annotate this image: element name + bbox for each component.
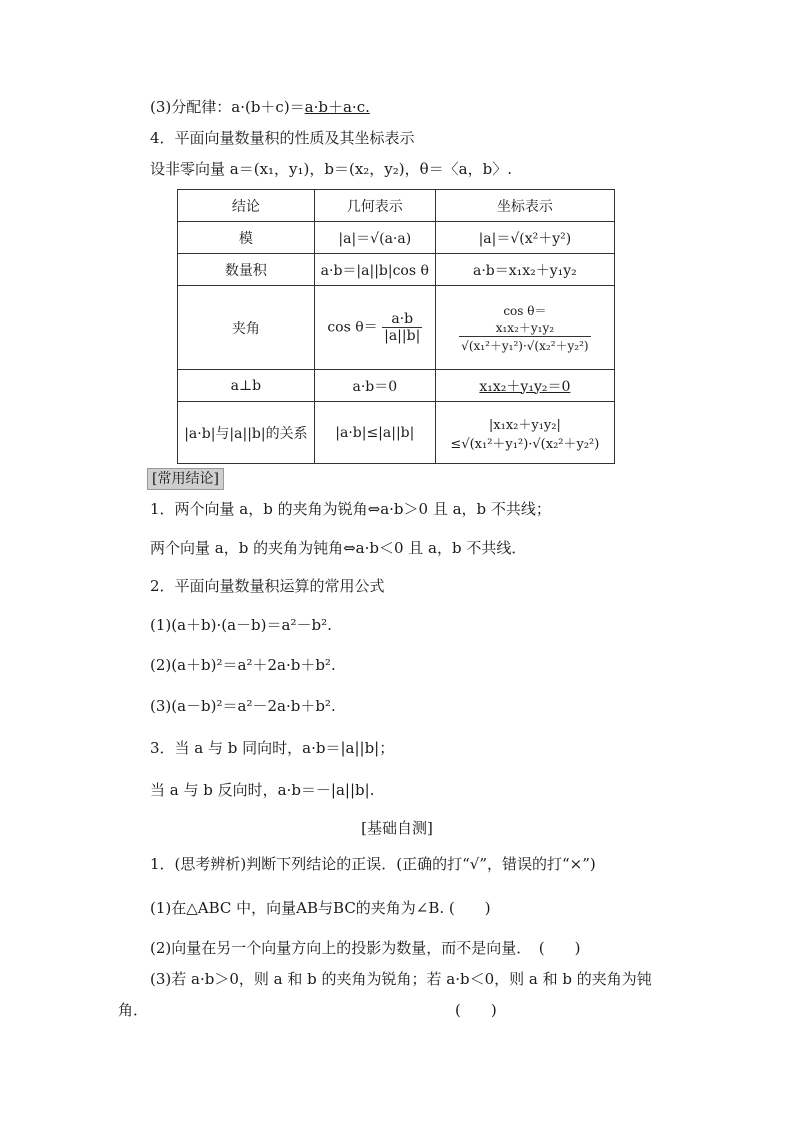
angle-denominator: |a||b| [384,328,421,344]
table-cell: a·b＝0 [314,370,435,402]
table-header-row [178,190,615,222]
table-header: 几何表示 [314,190,435,222]
question-1-2: (2)向量在另一个向量方向上的投影为数量，而不是向量． ( ) [150,939,581,957]
coord-angle-numerator: x₁x₂＋y₁y₂ [459,319,590,337]
table-cell: |a|＝√(x²＋y²) [435,222,614,254]
table-cell [435,286,614,370]
common-conclusions-tag: [常用结论] [147,468,224,490]
formula-line: (1)(a＋b)·(a－b)＝a²－b². [150,616,332,634]
formula-line: (3)(a－b)²＝a²－2a·b＋b². [150,697,336,715]
angle-numerator: a·b [382,311,422,328]
table-cell: 模 [178,222,315,254]
table-cell: 数量积 [178,254,315,286]
common-line: 3．当 a 与 b 同向时，a·b＝|a||b|； [150,739,395,757]
distributive-law [150,96,370,118]
distributive-lhs: a·(b＋c)＝ [231,98,305,116]
question-1: 1．(思考辨析)判断下列结论的正误．(正确的打“√”，错误的打“×”) [150,855,596,873]
angle-fraction [382,311,422,344]
heading-4: 4．平面向量数量积的性质及其坐标表示 [150,129,415,147]
table-row [178,402,615,464]
table-cell: x₁x₂＋y₁y₂＝0 [435,370,614,402]
table-cell: |a·b|与|a||b|的关系 [178,402,315,464]
relation-top: |x₁x₂＋y₁y₂| [488,417,561,433]
table-cell [314,286,435,370]
table-cell: 夹角 [178,286,315,370]
table-row [178,286,615,370]
distributive-rhs: a·b＋a·c. [304,98,370,116]
coord-cos-label: cos θ＝ [503,303,547,318]
coord-angle-denominator: √(x₁²＋y₁²)·√(x₂²＋y₂²) [461,338,589,353]
setup-line: 设非零向量 a＝(x₁，y₁)，b＝(x₂，y₂)，θ＝〈a，b〉. [150,160,512,178]
formula-line: (2)(a＋b)²＝a²＋2a·b＋b². [150,656,336,674]
self-test-title: [基础自测] [361,819,433,837]
question-1-1: (1)在△ABC 中，向量AB与BC的夹角为∠B. ( ) [150,899,491,917]
question-1-3-cont: 角． [118,1001,149,1019]
common-line: 两个向量 a，b 的夹角为钝角⇔a·b＜0 且 a，b 不共线． [150,539,527,557]
table-cell: a⊥b [178,370,315,402]
common-line: 当 a 与 b 反向时，a·b＝－|a||b|. [150,781,375,799]
table-cell: a·b＝|a||b|cos θ [314,254,435,286]
table-cell: a·b＝x₁x₂＋y₁y₂ [435,254,614,286]
angle-cos-label: cos θ＝ [327,319,378,336]
table-row [178,222,615,254]
distributive-prefix: (3)分配律： [150,98,232,116]
relation-bottom: ≤√(x₁²＋y₁²)·√(x₂²＋y₂²) [450,436,600,452]
table-cell: |a|＝√(a·a) [314,222,435,254]
table-row [178,254,615,286]
coord-angle-fraction [459,319,590,354]
common-line: 2．平面向量数量积运算的常用公式 [150,577,385,595]
table-header: 结论 [178,190,315,222]
table-header: 坐标表示 [435,190,614,222]
table-row [178,370,615,402]
question-1-3: (3)若 a·b＞0，则 a 和 b 的夹角为锐角；若 a·b＜0，则 a 和 b 的夹角为钝 [150,970,652,988]
table-cell: |a·b|≤|a||b| [314,402,435,464]
common-line: 1．两个向量 a，b 的夹角为锐角⇔a·b＞0 且 a，b 不共线； [150,500,551,518]
property-table [177,189,615,464]
answer-blank: ( ) [455,1001,497,1019]
table-cell [435,402,614,464]
